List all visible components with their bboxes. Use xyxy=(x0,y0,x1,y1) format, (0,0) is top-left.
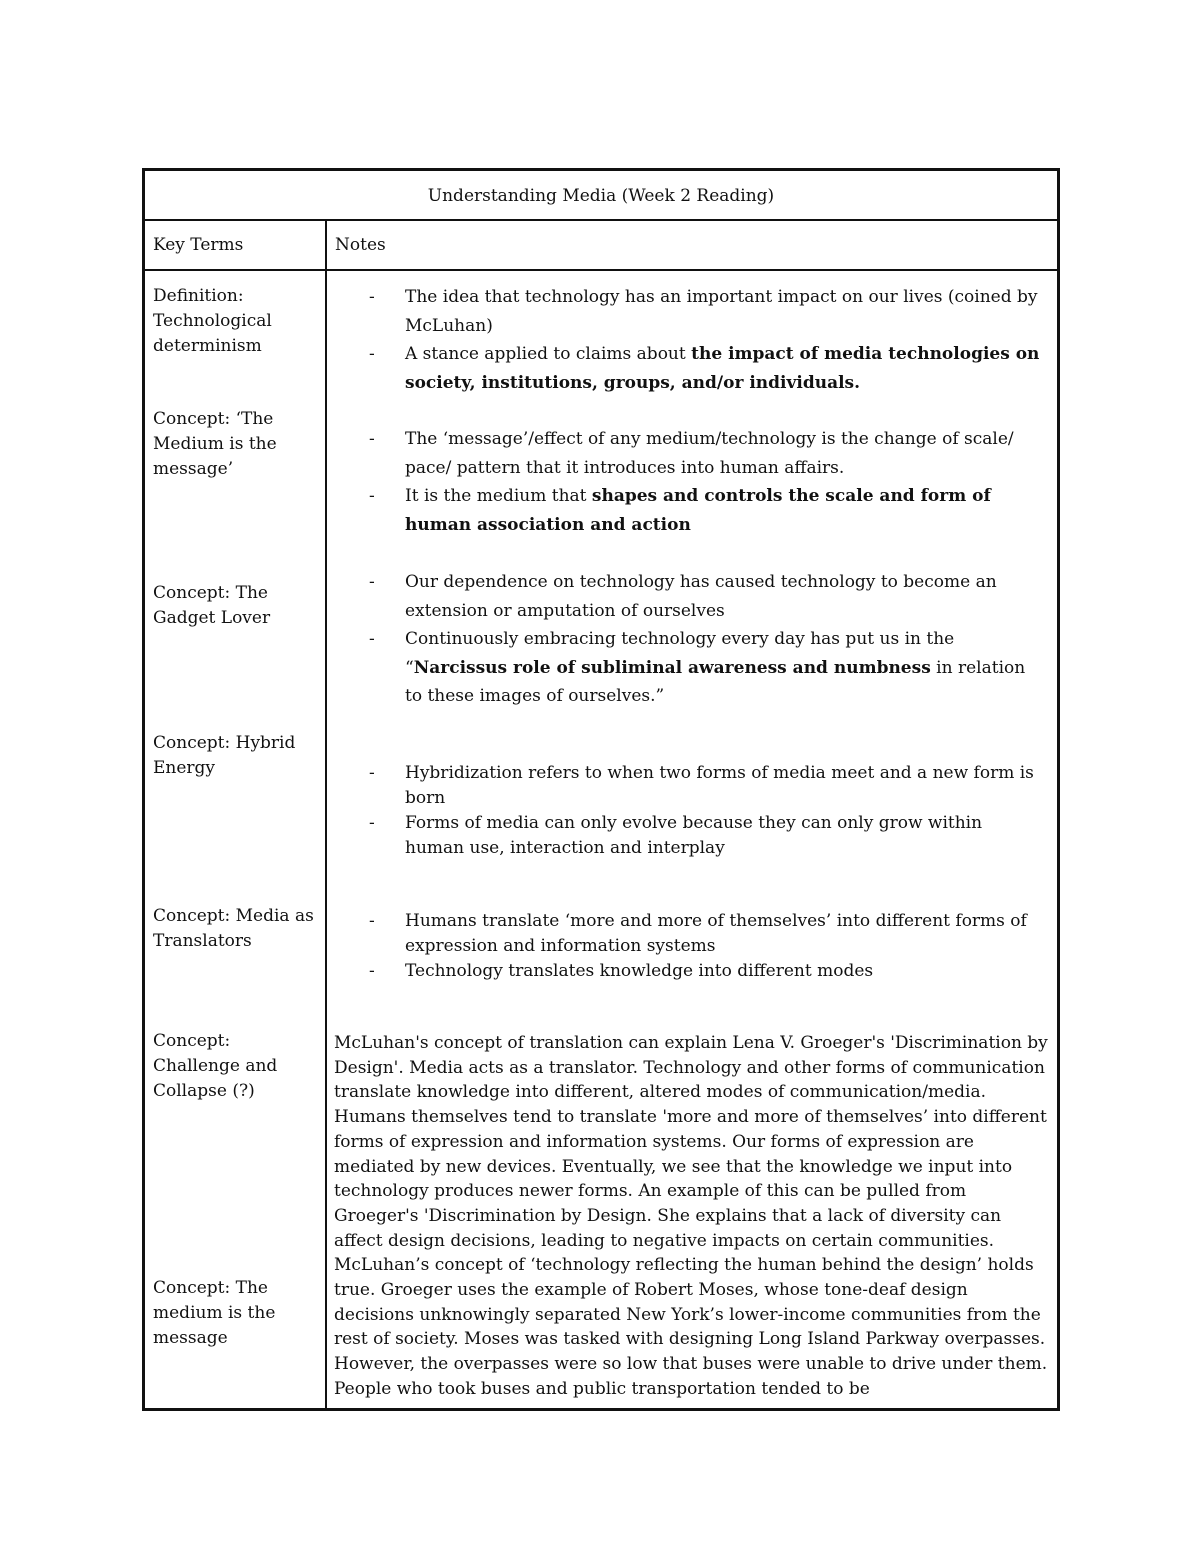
note-text: Humans translate ‘more and more of themselves’ into different forms of expression and information systems xyxy=(405,911,1027,956)
note-text: A stance applied to claims about xyxy=(405,344,692,364)
note-text: in relation to these images of ourselves.” xyxy=(405,657,1026,706)
notes-determinism xyxy=(331,283,1045,397)
note-bold-text: the impact of media technologies on society, institutions, groups, and/or individuals. xyxy=(405,344,1040,393)
note-text: Continuously embracing technology every day has put us in the “ xyxy=(405,629,955,678)
dash-bullet: - xyxy=(369,961,375,981)
note-text: Hybridization refers to when two forms of media meet and a new form is born xyxy=(405,763,1034,808)
term-challenge-and-collapse: Concept: Challenge and Collapse (?) xyxy=(153,1031,278,1101)
note-text: Forms of media can only evolve because they can only grow within human use, interaction and interplay xyxy=(405,813,983,858)
term-medium-is-message-2: Concept: The medium is the message xyxy=(153,1278,276,1348)
dash-bullet: - xyxy=(369,429,375,449)
list-item xyxy=(331,959,1045,984)
dash-bullet: - xyxy=(369,287,375,307)
column-divider xyxy=(325,221,327,1408)
term-media-as-translators: Concept: Media as Translators xyxy=(153,906,314,951)
notes-translators xyxy=(331,909,1045,984)
list-item xyxy=(331,283,1045,340)
dash-bullet: - xyxy=(369,911,375,931)
note-bold-text: Narcissus role of subliminal awareness and numbness xyxy=(413,657,931,678)
dash-bullet: - xyxy=(369,813,375,833)
term-hybrid-energy: Concept: Hybrid Energy xyxy=(153,733,296,778)
note-text: It is the medium that xyxy=(405,486,592,506)
notes-gadget xyxy=(331,568,1045,711)
note-text: The ‘message’/effect of any medium/technology is the change of scale/ pace/ pattern that it introduces into human affairs. xyxy=(405,429,1014,478)
list-item xyxy=(331,761,1045,811)
table-title: Understanding Media (Week 2 Reading) xyxy=(145,171,1057,221)
list-item xyxy=(331,425,1045,482)
notes-medium xyxy=(331,425,1045,539)
list-item xyxy=(331,625,1045,711)
dash-bullet: - xyxy=(369,486,375,506)
note-text: The idea that technology has an important impact on our lives (coined by McLuhan) xyxy=(405,287,1038,336)
dash-bullet: - xyxy=(369,344,375,364)
dash-bullet: - xyxy=(369,763,375,783)
dash-bullet: - xyxy=(369,572,375,592)
list-item xyxy=(331,811,1045,861)
header-notes: Notes xyxy=(335,235,386,255)
table-header-row xyxy=(145,221,1057,271)
note-bold-text: shapes and controls the scale and form of human association and action xyxy=(405,486,991,535)
note-text: Our dependence on technology has caused technology to become an extension or amputation of ourselves xyxy=(405,572,997,621)
note-text: Technology translates knowledge into different modes xyxy=(405,961,874,981)
notes-table xyxy=(142,168,1060,1411)
term-medium-is-message: Concept: ‘The Medium is the message’ xyxy=(153,409,277,479)
list-item xyxy=(331,340,1045,397)
list-item xyxy=(331,909,1045,959)
list-item xyxy=(331,568,1045,625)
list-item xyxy=(331,482,1045,539)
term-technological-determinism: Definition: Technological determinism xyxy=(153,286,272,356)
term-gadget-lover: Concept: The Gadget Lover xyxy=(153,583,271,628)
essay-paragraph: McLuhan's concept of translation can explain Lena V. Groeger's 'Discrimination by Design'. Media acts as a translator. Technology and other forms of communication translate knowledge into different, altered modes of communication/media. Humans themselves tend to translate 'more and more of themselves’ into different forms of expression and information systems. Our forms of expression are mediated by new devices. Eventually, we see that the knowledge we input into technology produces newer forms. An example of this can be pulled from Groeger's 'Discrimination by Design. She explains that a lack of diversity can affect design decisions, leading to negative impacts on certain communities. McLuhan’s concept of ‘technology reflecting the human behind the design’ holds true. Groeger uses the example of Robert Moses, whose tone-deaf design decisions unknowingly separated New York’s lower-income communities from the rest of society. Moses was tasked with designing Long Island Parkway overpasses. However, the overpasses were so low that buses were unable to drive under them. People who took buses and public transportation tended to be xyxy=(334,1033,1048,1399)
dash-bullet: - xyxy=(369,629,375,649)
notes-hybrid xyxy=(331,761,1045,861)
header-key-terms: Key Terms xyxy=(153,235,244,255)
